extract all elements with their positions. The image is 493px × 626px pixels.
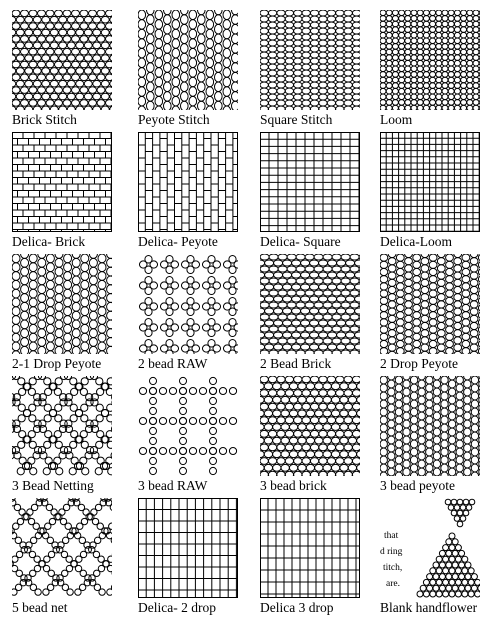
peyote-stitch-tile[interactable] bbox=[138, 10, 238, 110]
three-bead-raw-tile[interactable] bbox=[138, 376, 238, 476]
handflower-text-fragment: d ring bbox=[380, 547, 403, 557]
loom-label[interactable]: Loom bbox=[380, 112, 413, 127]
peyote-stitch-pattern-icon bbox=[138, 10, 238, 110]
delica-square-grid-icon bbox=[260, 132, 360, 232]
three-bead-brick-label[interactable]: 3 bead brick bbox=[260, 478, 327, 493]
three-bead-netting-pattern-icon bbox=[12, 376, 112, 476]
three-bead-brick-pattern-icon bbox=[260, 376, 360, 476]
brick-stitch-label[interactable]: Brick Stitch bbox=[12, 112, 77, 127]
delica-peyote-grid-icon bbox=[138, 132, 238, 232]
delica-brick-tile[interactable] bbox=[12, 132, 112, 232]
square-stitch-tile[interactable] bbox=[260, 10, 360, 110]
two-one-drop-peyote-tile[interactable] bbox=[12, 254, 112, 354]
brick-stitch-pattern-icon bbox=[12, 10, 112, 110]
loom-tile[interactable] bbox=[380, 10, 480, 110]
five-bead-net-pattern-icon bbox=[12, 498, 112, 598]
delica-two-drop-grid-icon bbox=[138, 498, 238, 598]
three-bead-brick-tile[interactable] bbox=[260, 376, 360, 476]
delica-square-label[interactable]: Delica- Square bbox=[260, 234, 341, 249]
handflower-text-fragment: are. bbox=[386, 579, 400, 589]
three-bead-peyote-label[interactable]: 3 bead peyote bbox=[380, 478, 455, 493]
two-bead-raw-tile[interactable] bbox=[138, 254, 238, 354]
square-stitch-pattern-icon bbox=[260, 10, 360, 110]
three-bead-raw-pattern-icon bbox=[138, 376, 238, 476]
handflower-text-fragment: titch, bbox=[383, 563, 403, 573]
handflower-text-fragment: that bbox=[384, 531, 399, 541]
delica-three-drop-label[interactable]: Delica 3 drop bbox=[260, 600, 334, 615]
two-one-drop-peyote-pattern-icon bbox=[12, 254, 112, 354]
two-drop-peyote-tile[interactable] bbox=[380, 254, 480, 354]
delica-peyote-tile[interactable] bbox=[138, 132, 238, 232]
three-bead-netting-tile[interactable] bbox=[12, 376, 112, 476]
three-bead-peyote-pattern-icon bbox=[380, 376, 480, 476]
three-bead-raw-label[interactable]: 3 bead RAW bbox=[138, 478, 208, 493]
delica-three-drop-grid-icon bbox=[260, 498, 360, 598]
three-bead-netting-label[interactable]: 3 Bead Netting bbox=[12, 478, 94, 493]
two-bead-brick-pattern-icon bbox=[260, 254, 360, 354]
loom-pattern-icon bbox=[380, 10, 480, 110]
delica-square-tile[interactable] bbox=[260, 132, 360, 232]
delica-two-drop-label[interactable]: Delica- 2 drop bbox=[138, 600, 216, 615]
two-drop-peyote-pattern-icon bbox=[380, 254, 480, 354]
two-bead-raw-pattern-icon bbox=[138, 254, 238, 354]
delica-loom-tile[interactable] bbox=[380, 132, 480, 232]
three-bead-peyote-tile[interactable] bbox=[380, 376, 480, 476]
blank-handflower-label[interactable]: Blank handflower bbox=[380, 600, 478, 615]
five-bead-net-tile[interactable] bbox=[12, 498, 112, 598]
two-bead-raw-label[interactable]: 2 bead RAW bbox=[138, 356, 208, 371]
brick-stitch-tile[interactable] bbox=[12, 10, 112, 110]
delica-loom-grid-icon bbox=[380, 132, 480, 232]
two-drop-peyote-label[interactable]: 2 Drop Peyote bbox=[380, 356, 458, 371]
delica-two-drop-tile[interactable] bbox=[138, 498, 238, 598]
square-stitch-label[interactable]: Square Stitch bbox=[260, 112, 333, 127]
delica-brick-label[interactable]: Delica- Brick bbox=[12, 234, 86, 249]
delica-loom-label[interactable]: Delica-Loom bbox=[380, 234, 452, 249]
five-bead-net-label[interactable]: 5 bead net bbox=[12, 600, 68, 615]
delica-brick-grid-icon bbox=[12, 132, 112, 232]
peyote-stitch-label[interactable]: Peyote Stitch bbox=[138, 112, 210, 127]
two-one-drop-peyote-label[interactable]: 2-1 Drop Peyote bbox=[12, 356, 102, 371]
delica-three-drop-tile[interactable] bbox=[260, 498, 360, 598]
two-bead-brick-label[interactable]: 2 Bead Brick bbox=[260, 356, 332, 371]
two-bead-brick-tile[interactable] bbox=[260, 254, 360, 354]
delica-peyote-label[interactable]: Delica- Peyote bbox=[138, 234, 218, 249]
